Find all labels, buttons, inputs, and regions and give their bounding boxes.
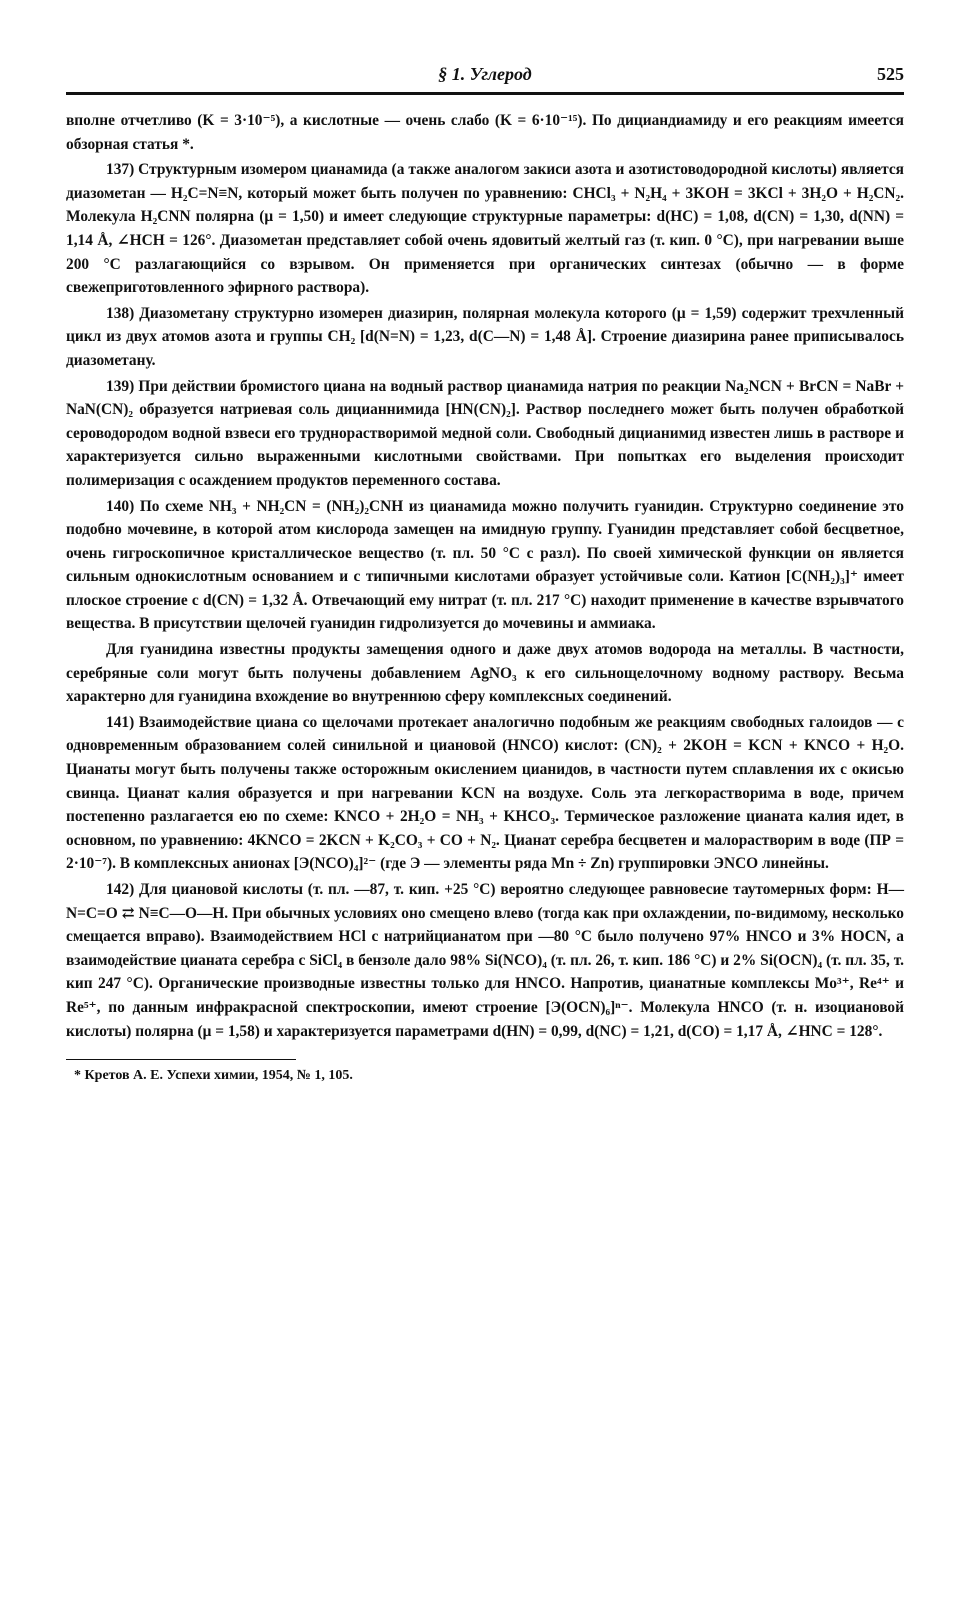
section-title: § 1. Углерод — [438, 64, 532, 84]
paragraph-140-continued: Для гуанидина известны продукты замещения одного и даже двух атомов водорода на металлы. В частности, серебряные соли могут быть получены добавлением AgNO₃ к его сильнощелочному водному раствору. Весьма характерно для гуанидина вхождение во внутреннюю сферу комплексных соединений. — [66, 641, 904, 706]
paragraph-137: 137) Структурным изомером цианамида (а также аналогом закиси азота и азотистоводородной кислоты) является диазометан — H₂C=N≡N, который может быть получен по уравнению: CHCl₃ + N₂H₄ + 3KOH = 3KCl + 3H₂O + H₂CN₂. Молекула H₂CNN полярна (μ = 1,50) и имеет следующие структурные параметры: d(HC) = 1,08, d(CN) = 1,30, d(NN) = 1,14 Å, ∠HCH = 126°. Диазометан представляет собой очень ядовитый желтый газ (т. кип. 0 °C), при нагревании выше 200 °C разлагающийся со взрывом. Он применяется при органических синтезах (обычно — в форме свежеприготовленного эфирного раствора). — [66, 161, 904, 297]
paragraph-continuation: вполне отчетливо (K = 3·10⁻⁵), а кислотные — очень слабо (K = 6·10⁻¹⁵). По дициандиамиду и его реакциям имеется обзорная статья *. — [66, 112, 904, 153]
paragraph-140: 140) По схеме NH₃ + NH₂CN = (NH₂)₂CNH из цианамида можно получить гуанидин. Структурно соединение это подобно мочевине, в которой атом кислорода замещен на имидную группу. Гуанидин представляет собой бесцветное, очень гигроскопичное кристаллическое вещество (т. пл. 50 °C с разл). По своей химической функции он является сильным однокислотным основанием и с типичными кислотами образует устойчивые соли. Катион [C(NH₂)₃]⁺ имеет плоское строение с d(CN) = 1,32 Å. Отвечающий ему нитрат (т. пл. 217 °C) находит применение в качестве взрывчатого вещества. В присутствии щелочей гуанидин гидролизуется до мочевины и аммиака. — [66, 497, 904, 633]
paragraph-138: 138) Диазометану структурно изомерен диазирин, полярная молекула которого (μ = 1,59) содержит трехчленный цикл из двух атомов азота и группы CH₂ [d(N=N) = 1,23, d(C—N) = 1,48 Å]. Строение диазирина ранее приписывалось диазометану. — [66, 304, 904, 369]
running-head — [66, 62, 904, 88]
paragraph-141: 141) Взаимодействие циана со щелочами протекает аналогично подобным же реакциям свободных галоидов — с одновременным образованием солей синильной и циановой (HNCO) кислот: (CN)₂ + 2KOH = KCN + KNCO + H₂O. Цианаты могут быть получены также осторожным окислением цианидов, в частности путем сплавления их с окисью свинца. Цианат калия образуется и при нагревании KCN на воздухе. Соль эта легкорастворима в воде, причем постепенно разлагается ею по схеме: KNCO + 2H₂O = NH₃ + KHCO₃. Термическое разложение цианата калия идет, в основном, по уравнению: 4KNCO = 2KCN + K₂CO₃ + CO + N₂. Цианат серебра бесцветен и малорастворим в воде (ПР = 2·10⁻⁷). В комплексных анионах [Э(NCO)₄]²⁻ (где Э — элементы ряда Mn ÷ Zn) группировки ЭNCO линейны. — [66, 713, 904, 873]
body-text — [66, 109, 904, 1043]
header-rule — [66, 92, 904, 95]
page-number: 525 — [877, 64, 904, 84]
footnote-rule — [66, 1059, 296, 1060]
footnote: * Кретов А. Е. Успехи химии, 1954, № 1, 105. — [74, 1068, 353, 1084]
paragraph-139: 139) При действии бромистого циана на водный раствор цианамида натрия по реакции Na₂NCN + BrCN = NaBr + NaN(CN)₂ образуется натриевая соль дицианнимида [HN(CN)₂]. Раствор последнего может быть получен обработкой сероводородом водной взвеси его труднорастворимой медной соли. Свободный дицианимид известен лишь в растворе и характеризуется сильно выраженными кислотными свойствами. При попытках его выделения происходит полимеризация с осаждением продуктов переменного состава. — [66, 377, 904, 489]
paragraph-142: 142) Для циановой кислоты (т. пл. —87, т. кип. +25 °C) вероятно следующее равновесие таутомерных форм: H—N=C=O ⇄ N≡C—O—H. При обычных условиях оно смещено влево (тогда как при охлаждении, по-видимому, несколько смещается вправо). Взаимодействием HCl с натрийцианатом при —80 °C было получено 97% HNCO и 3% HOCN, а взаимодействие цианата серебра с SiCl₄ в бензоле дало 98% Si(NCO)₄ (т. пл. 26, т. кип. 186 °C) и 2% Si(OCN)₄ (т. пл. 35, т. кип 247 °C). Органические производные известны только для HNCO. Напротив, цианатные комплексы Mo³⁺, Re⁴⁺ и Re⁵⁺, по данным инфракрасной спектроскопии, имеют строение [Э(OCN)₆]ⁿ⁻. Молекула HNCO (т. н. изоциановой кислоты) полярна (μ = 1,58) и характеризуется параметрами d(HN) = 0,99, d(NC) = 1,21, d(CO) = 1,17 Å, ∠HNC = 128°. — [66, 881, 904, 1040]
